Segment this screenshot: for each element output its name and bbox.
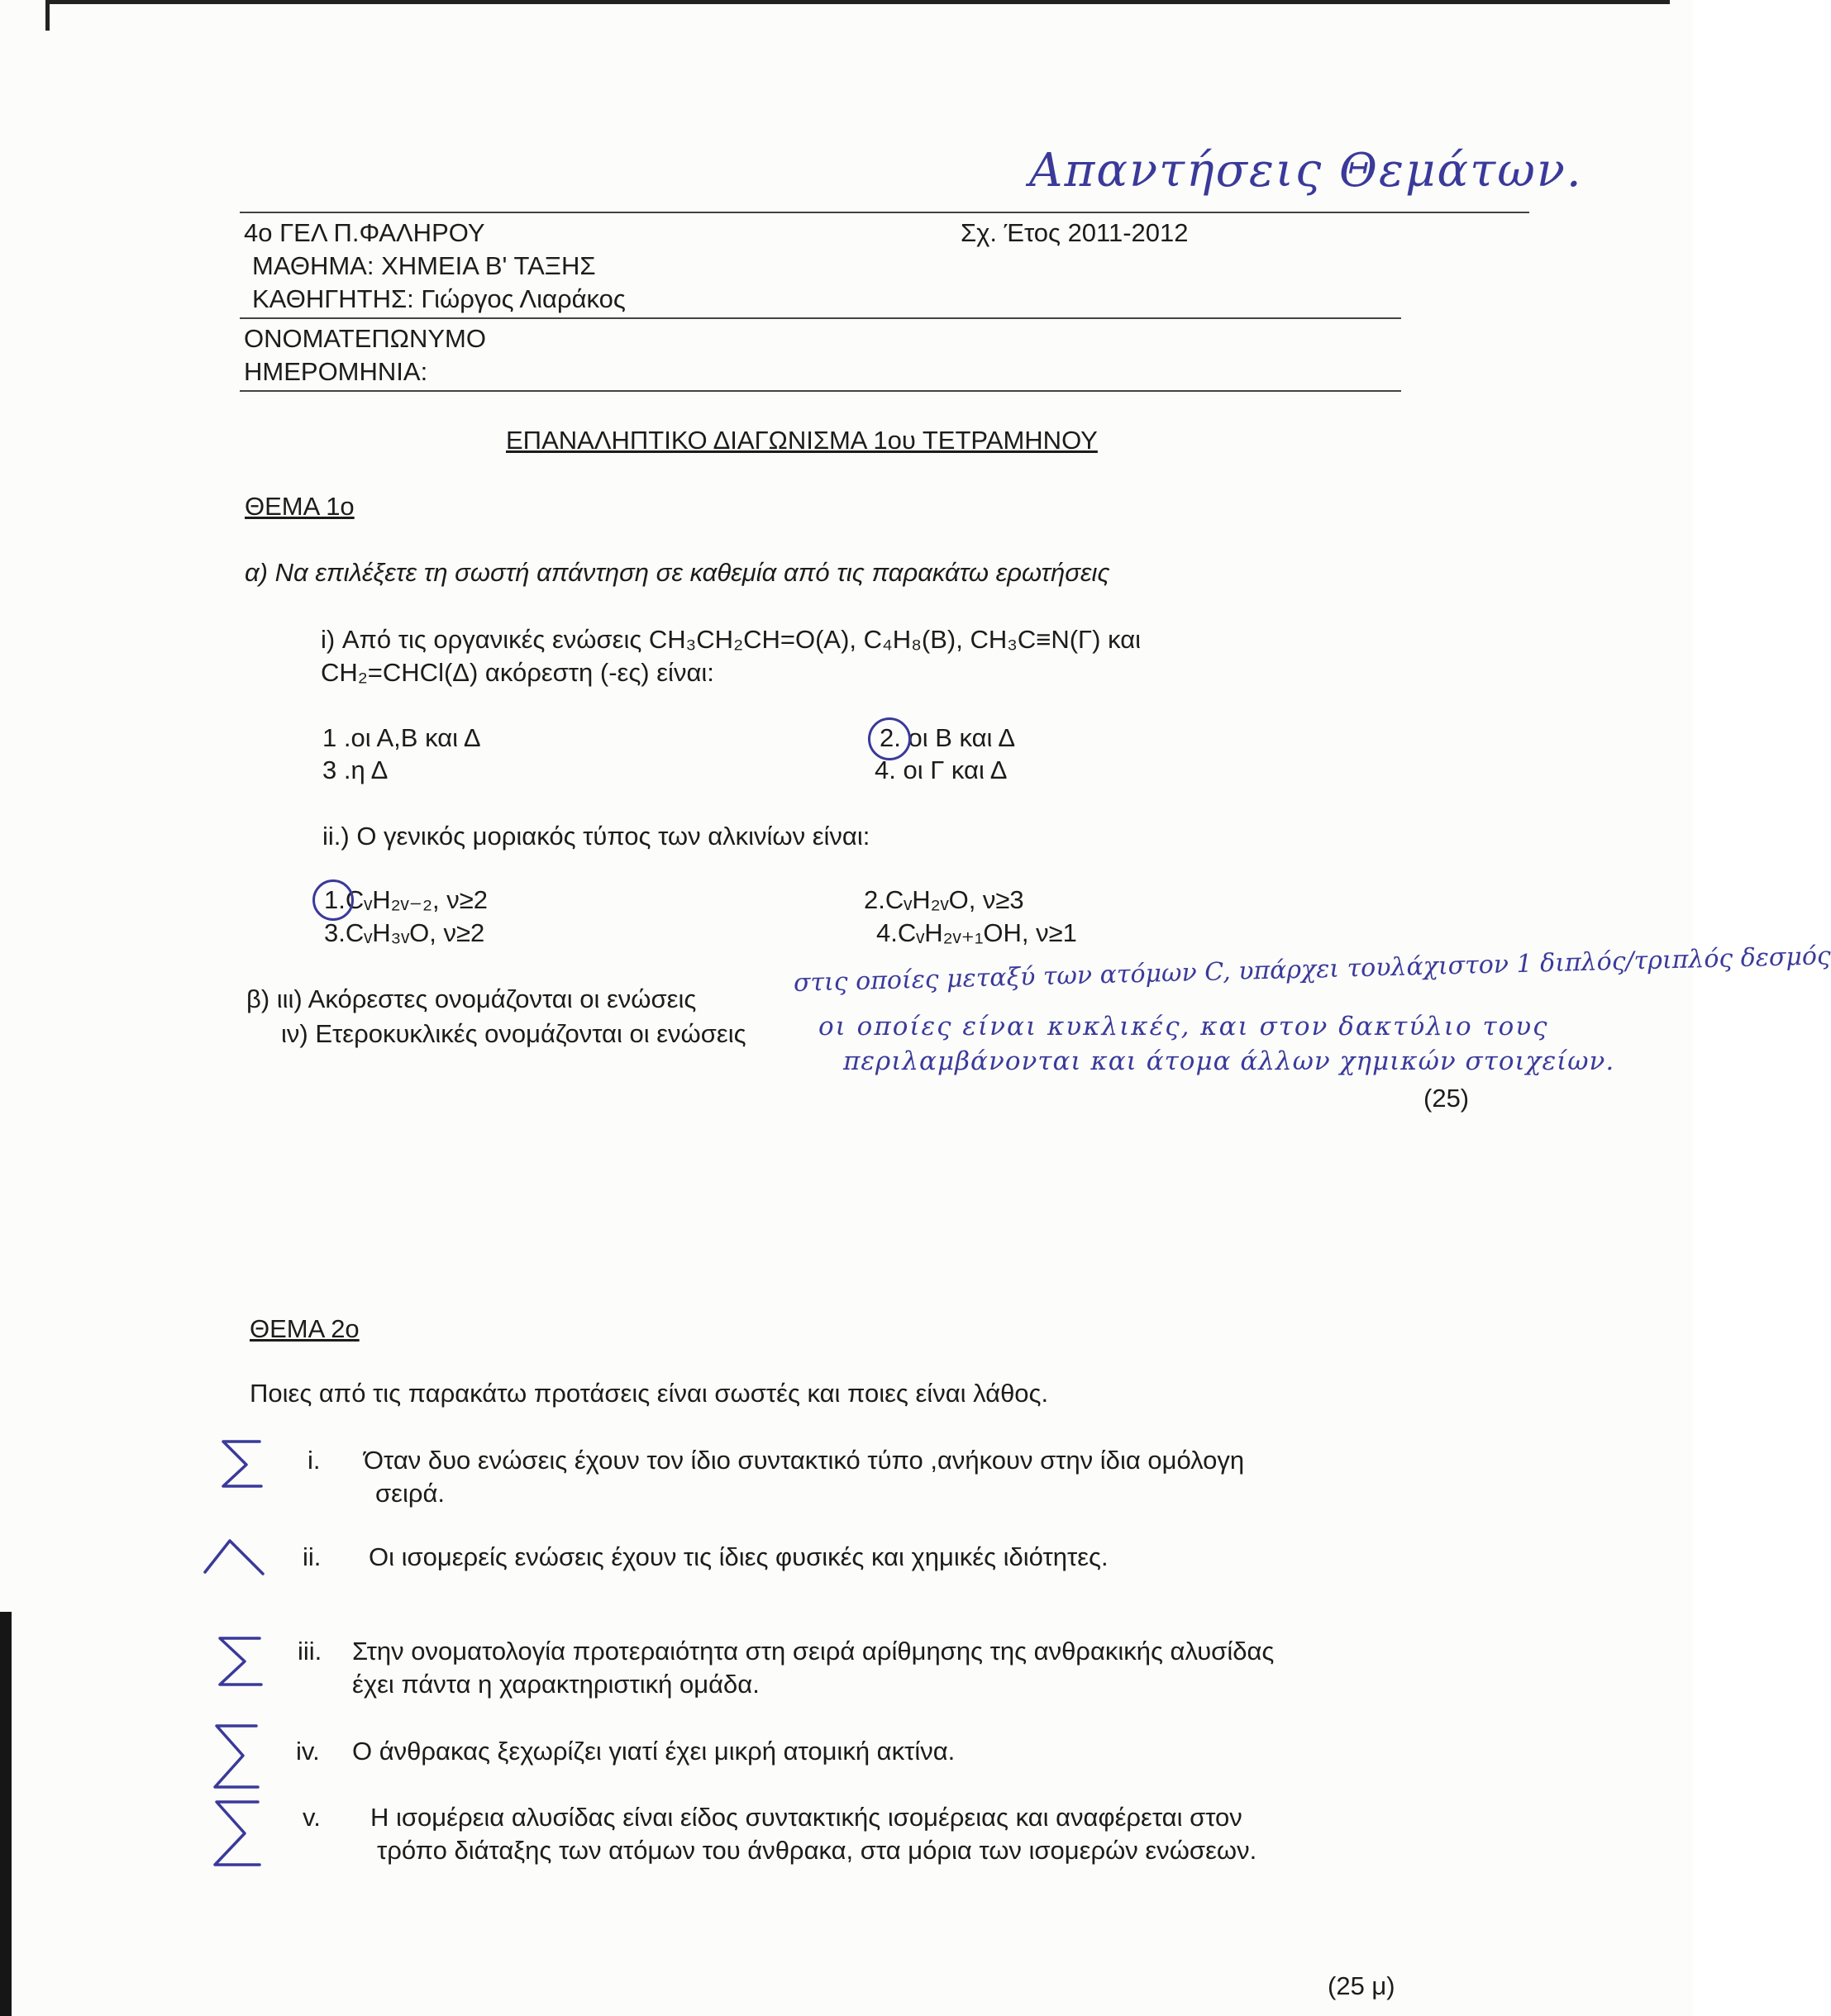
q1-option-3: 3 .η Δ	[322, 755, 389, 784]
q4-handwritten-answer-line1: οι οποίες είναι κυκλικές, και στον δακτύλιο τους	[818, 1012, 1549, 1041]
q1-option-1: 1 .οι Α,Β και Δ	[322, 723, 481, 752]
lambda-mark-ii	[202, 1536, 268, 1579]
theme2-points: (25 μ)	[1328, 1971, 1395, 2000]
answer-circle-q2	[312, 879, 354, 921]
q1-line1: i) Από τις οργανικές ενώσεις CH₃CH₂CH=O(Α), C₄H₈(Β), CH₃C≡N(Γ) και	[321, 625, 1141, 654]
q3-prefix: β) ιιι) Ακόρεστες ονομάζονται οι ενώσεις	[246, 984, 697, 1013]
statement-ii-number: ii.	[303, 1542, 322, 1571]
q2-option-1: 1.CᵥH₂ᵥ₋₂, ν≥2	[324, 885, 488, 914]
statement-i-line1: Όταν δυο ενώσεις έχουν τον ίδιο συντακτικό τύπο ,ανήκουν στην ίδια ομόλογη	[364, 1446, 1245, 1475]
q2-text: ii.) Ο γενικός μοριακός τύπος των αλκινίων είναι:	[322, 822, 870, 851]
statement-iv-line1: Ο άνθρακας ξεχωρίζει γιατί έχει μικρή ατομική ακτίνα.	[352, 1737, 956, 1766]
sigma-mark-i	[217, 1437, 266, 1491]
q3-handwritten-answer: στις οποίες μεταξύ των ατόμων C, υπάρχει τουλάχιστον 1 διπλός/τριπλός δεσμός	[793, 941, 1831, 998]
statement-v-line1: Η ισομέρεια αλυσίδας είναι είδος συντακτικής ισομέρειας και αναφέρεται στον	[370, 1803, 1242, 1832]
header-rule-top	[240, 212, 1529, 213]
statement-iii-line1: Στην ονοματολογία προτεραιότητα στη σειρά αρίθμησης της ανθρακικής αλυσίδας	[352, 1637, 1275, 1666]
theme1-points: (25)	[1423, 1084, 1470, 1113]
statement-v-line2: τρόπο διάταξης των ατόμων του άνθρακα, στα μόρια των ισομερών ενώσεων.	[377, 1836, 1257, 1865]
handwritten-title: Απαντήσεις Θεμάτων.	[1029, 144, 1583, 198]
school-year: Σχ. Έτος 2011-2012	[961, 218, 1189, 247]
q4-handwritten-answer-line2: περιλαμβάνονται και άτομα άλλων χημικών στοιχείων.	[843, 1046, 1615, 1076]
sigma-mark-v	[207, 1797, 266, 1870]
subject-line: ΜΑΘΗΜΑ: ΧΗΜΕΙΑ Β' ΤΑΞΗΣ	[252, 251, 596, 280]
date-field-label: ΗΜΕΡΟΜΗΝΙΑ:	[244, 357, 428, 386]
sigma-mark-iii	[212, 1633, 266, 1690]
statement-i-line2: σειρά.	[375, 1479, 446, 1508]
q4-prefix: ιν) Ετεροκυκλικές ονομάζονται οι ενώσεις	[281, 1019, 746, 1048]
statement-iv-number: iv.	[296, 1737, 320, 1766]
q1-option-4: 4. οι Γ και Δ	[875, 755, 1008, 784]
teacher-line: ΚΑΘΗΓΗΤΗΣ: Γιώργος Λιαράκος	[252, 284, 626, 313]
sigma-mark-iv	[207, 1721, 265, 1792]
theme2-heading: ΘΕΜΑ 2ο	[250, 1314, 360, 1343]
scan-border-top	[45, 0, 1670, 31]
school-name: 4ο ΓΕΛ Π.ΦΑΛΗΡΟΥ	[244, 218, 485, 247]
theme1-instruction: α) Να επιλέξετε τη σωστή απάντηση σε καθεμία από τις παρακάτω ερωτήσεις	[245, 558, 1110, 587]
statement-i-number: i.	[308, 1446, 321, 1475]
statement-v-number: v.	[303, 1803, 321, 1832]
header-rule-bottom	[240, 390, 1401, 392]
q1-line2: CH₂=CHCl(Δ) ακόρεστη (-ες) είναι:	[321, 658, 714, 687]
name-field-label: ΟΝΟΜΑΤΕΠΩΝΥΜΟ	[244, 324, 486, 353]
statement-iii-number: iii.	[298, 1637, 322, 1666]
q2-option-3: 3.CᵥH₃ᵥO, ν≥2	[324, 918, 485, 947]
statement-ii-line1: Οι ισομερείς ενώσεις έχουν τις ίδιες φυσικές και χημικές ιδιότητες.	[369, 1542, 1109, 1571]
q2-option-4: 4.CᵥH₂ᵥ₊₁OH, ν≥1	[876, 918, 1077, 947]
statement-iii-line2: έχει πάντα η χαρακτηριστική ομάδα.	[352, 1670, 760, 1699]
q2-option-2: 2.CᵥH₂ᵥO, ν≥3	[864, 885, 1024, 914]
q1-option-2: 2. οι Β και Δ	[880, 723, 1016, 752]
exam-title: ΕΠΑΝΑΛΗΠΤΙΚΟ ΔΙΑΓΩΝΙΣΜΑ 1ου ΤΕΤΡΑΜΗΝΟΥ	[506, 426, 1098, 455]
header-rule-mid	[240, 317, 1401, 319]
scan-border-left	[0, 1612, 12, 2016]
theme2-instruction: Ποιες από τις παρακάτω προτάσεις είναι σωστές και ποιες είναι λάθος.	[250, 1379, 1049, 1408]
theme1-heading: ΘΕΜΑ 1ο	[245, 492, 355, 521]
